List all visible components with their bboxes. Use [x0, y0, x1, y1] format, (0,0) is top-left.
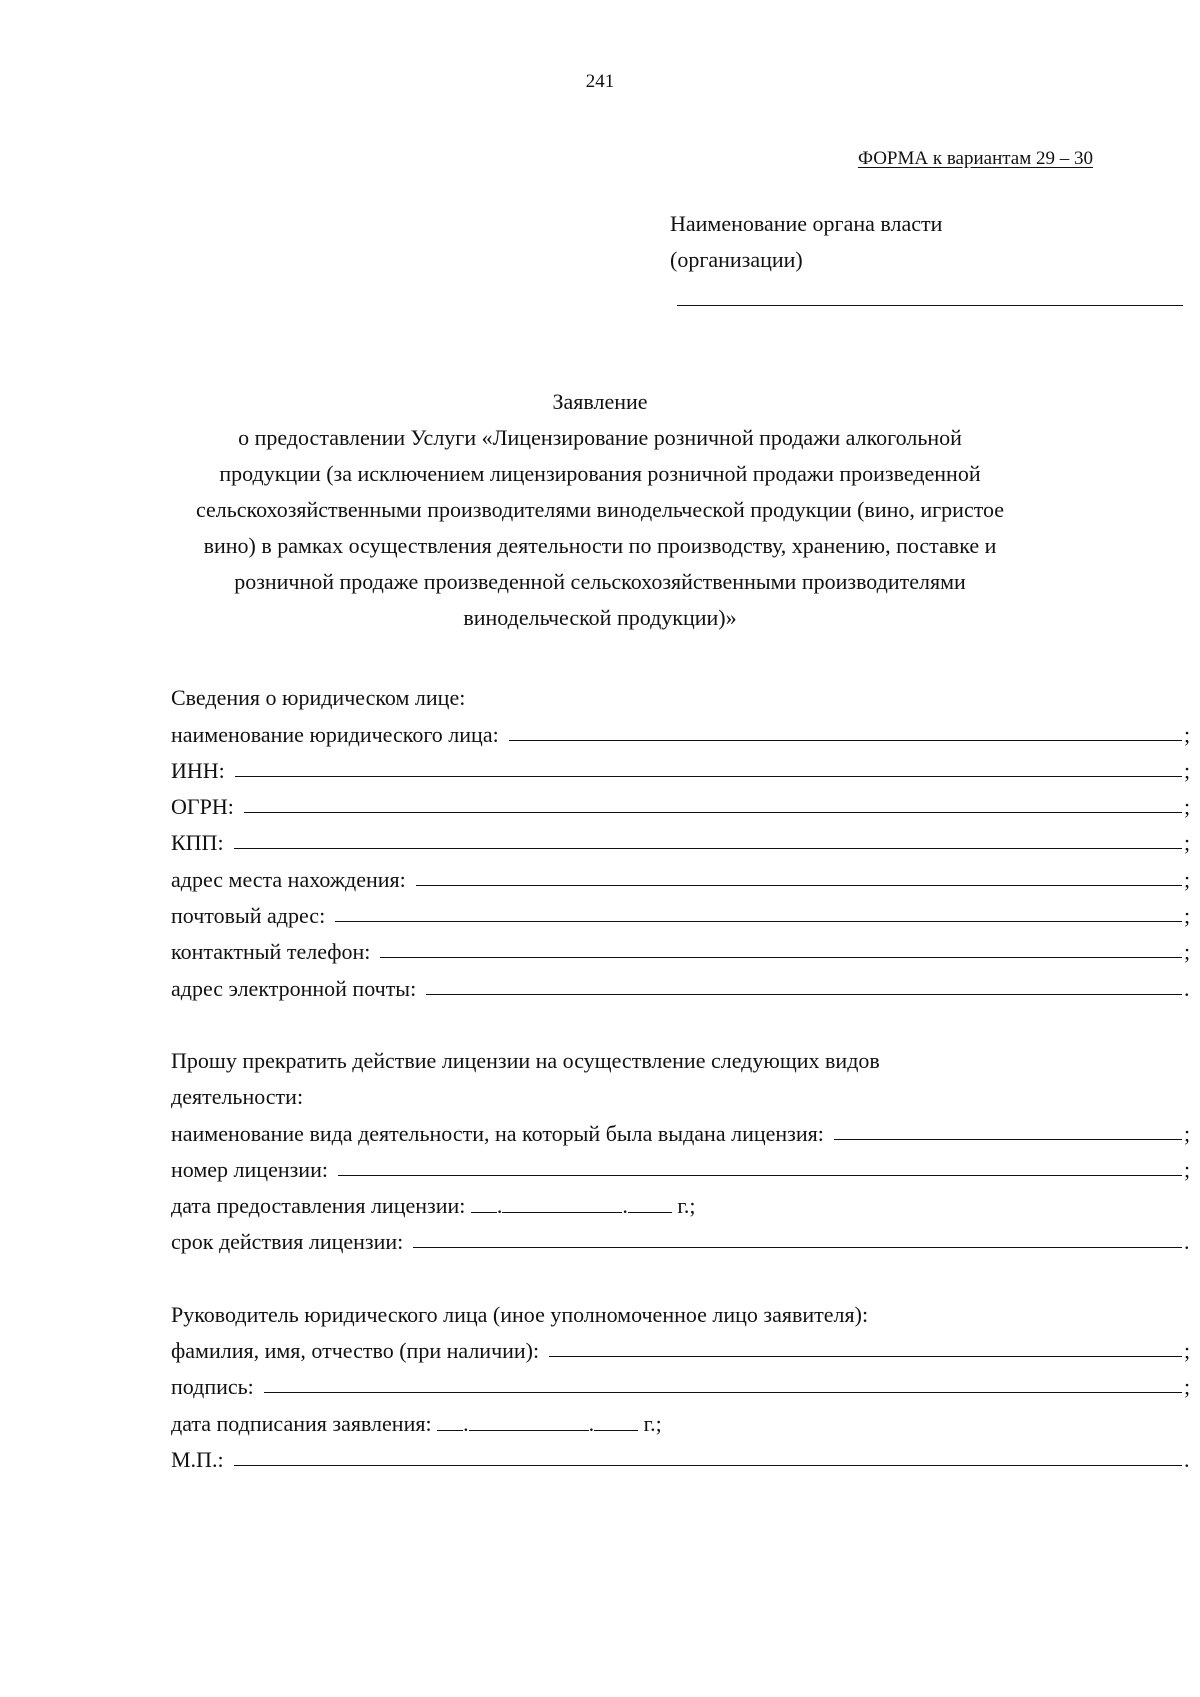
- page-number: 241: [585, 71, 615, 92]
- license-validity-input-line[interactable]: [413, 1246, 1182, 1248]
- field-inn: ИНН: ;: [171, 757, 1191, 783]
- license-number-input-line[interactable]: [338, 1174, 1182, 1176]
- sign-year-input[interactable]: [594, 1412, 638, 1431]
- full-name-input-line[interactable]: [549, 1355, 1182, 1357]
- license-month-input[interactable]: [502, 1194, 622, 1213]
- field-seal: М.П.: .: [171, 1446, 1190, 1472]
- field-license-validity: срок действия лицензии: .: [171, 1229, 1190, 1255]
- postal-address-input-line[interactable]: [335, 920, 1182, 922]
- authority-block: [670, 206, 1190, 278]
- statement-line: вино) в рамках осуществления деятельности по производству, хранению, поставке и: [203, 533, 997, 558]
- field-license-date: [171, 1183, 1190, 1219]
- field-label: адрес электронной почты:: [171, 975, 417, 1001]
- inn-input-line[interactable]: [235, 775, 1182, 777]
- field-label: М.П.:: [171, 1446, 224, 1472]
- legal-entity-heading: Сведения о юридическом лице:: [171, 685, 466, 711]
- statement-line: винодельческой продукции)»: [463, 605, 737, 630]
- statement-line: розничной продаже произведенной сельскохозяйственными производителями: [234, 569, 966, 594]
- form-reference: ФОРМА к вариантам 29 – 30: [857, 148, 1093, 169]
- activity-type-input-line[interactable]: [834, 1138, 1182, 1140]
- phone-input-line[interactable]: [380, 956, 1182, 958]
- field-label: адрес места нахождения:: [171, 866, 406, 892]
- field-label: наименование вида деятельности, на который была выдана лицензия:: [171, 1120, 824, 1146]
- field-full-name: фамилия, имя, отчество (при наличии): ;: [171, 1338, 1191, 1364]
- application-form: [171, 675, 1190, 1473]
- license-heading-line-1: Прошу прекратить действие лицензии на осуществление следующих видов: [171, 1047, 880, 1073]
- field-label: подпись:: [171, 1374, 254, 1400]
- statement-title: [150, 384, 1050, 636]
- field-ogrn: ОГРН: ;: [171, 794, 1191, 820]
- statement-line: Заявление: [552, 389, 648, 414]
- field-label: ОГРН:: [171, 794, 234, 820]
- ogrn-input-line[interactable]: [244, 811, 1182, 813]
- sign-month-input[interactable]: [469, 1412, 589, 1431]
- field-email: адрес электронной почты: .: [171, 975, 1190, 1001]
- field-label: КПП:: [171, 830, 224, 856]
- email-input-line[interactable]: [426, 993, 1182, 995]
- field-label: дата предоставления лицензии: . . г.;: [171, 1193, 696, 1219]
- field-license-number: номер лицензии: ;: [171, 1156, 1191, 1182]
- location-address-input-line[interactable]: [416, 884, 1182, 886]
- head-heading: Руководитель юридического лица (иное уполномоченное лицо заявителя):: [171, 1301, 869, 1327]
- license-heading-line-2: деятельности:: [171, 1084, 304, 1110]
- field-phone: контактный телефон: ;: [171, 939, 1191, 965]
- license-year-input[interactable]: [628, 1194, 672, 1213]
- authority-fill-line[interactable]: [677, 305, 1183, 306]
- field-sign-date: [171, 1400, 1190, 1436]
- statement-line: продукции (за исключением лицензирования розничной продажи произведенной: [219, 461, 981, 486]
- field-label: ИНН:: [171, 757, 225, 783]
- field-label: контактный телефон:: [171, 939, 371, 965]
- sign-day-input[interactable]: [437, 1412, 463, 1431]
- field-label: дата подписания заявления: . . г.;: [171, 1410, 662, 1436]
- signature-input-line[interactable]: [264, 1391, 1182, 1393]
- field-label: наименование юридического лица:: [171, 721, 499, 747]
- statement-line: о предоставлении Услуги «Лицензирование розничной продажи алкогольной: [238, 425, 962, 450]
- field-label: почтовый адрес:: [171, 903, 326, 929]
- field-postal-address: почтовый адрес: ;: [171, 903, 1191, 929]
- authority-title: Наименование органа власти: [670, 211, 943, 236]
- statement-line: сельскохозяйственными производителями винодельческой продукции (вино, игристое: [195, 497, 1005, 522]
- field-label: фамилия, имя, отчество (при наличии):: [171, 1338, 540, 1364]
- entity-name-input-line[interactable]: [509, 739, 1182, 741]
- field-activity-type: наименование вида деятельности, на который была выдана лицензия: ;: [171, 1120, 1191, 1146]
- field-location-address: адрес места нахождения: ;: [171, 866, 1191, 892]
- field-entity-name: наименование юридического лица: ;: [171, 721, 1191, 747]
- field-kpp: КПП: ;: [171, 830, 1191, 856]
- field-signature: подпись: ;: [171, 1374, 1191, 1400]
- authority-subtitle: (организации): [670, 247, 803, 272]
- license-day-input[interactable]: [471, 1194, 497, 1213]
- field-label: номер лицензии:: [171, 1156, 328, 1182]
- field-label: срок действия лицензии:: [171, 1229, 404, 1255]
- seal-input-line[interactable]: [234, 1464, 1182, 1466]
- kpp-input-line[interactable]: [234, 847, 1182, 849]
